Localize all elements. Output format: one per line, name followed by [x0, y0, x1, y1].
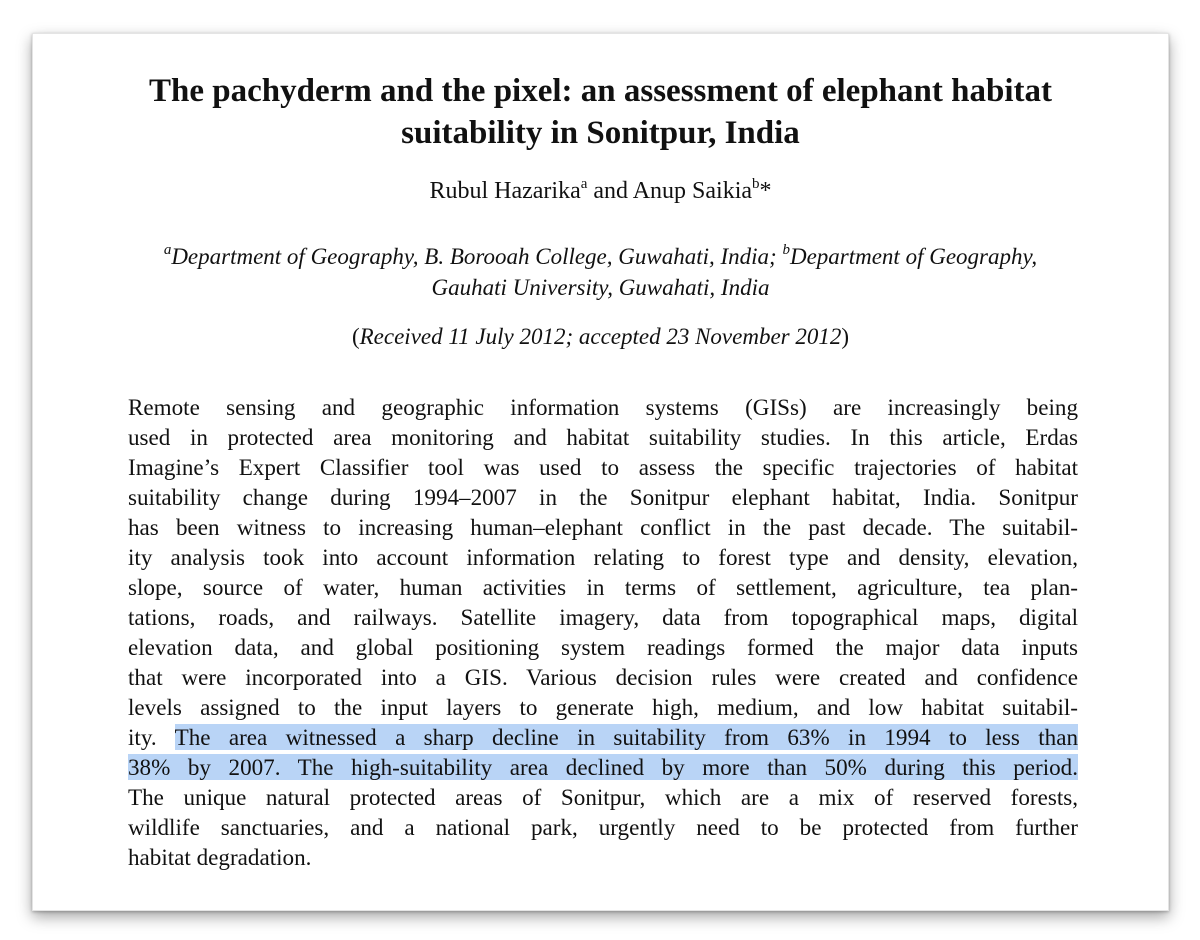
- abstract-line: slope, source of water, human activities in terms of settlement, agriculture, tea plan-: [128, 574, 1078, 600]
- affil-a-text: Department of Geography, B. Borooah College, Guwahati, India;: [171, 244, 783, 269]
- affiliation-line-2: Gauhati University, Guwahati, India: [431, 275, 770, 300]
- author-connector: and: [587, 178, 633, 204]
- abstract-line-highlight-end: [128, 752, 1078, 782]
- abstract-line: wildlife sanctuaries, and a national park, urgently need to be protected from further: [128, 814, 1078, 840]
- author-2-affil-mark: b: [752, 176, 760, 192]
- highlighted-text: 38% by 2007. The high-suitability area declined by more than 50% during this period.: [128, 754, 1078, 780]
- author-list: [33, 176, 1168, 206]
- received-text: Received 11 July 2012; accepted 23 November 2012: [359, 324, 842, 349]
- abstract-line: has been witness to increasing human–elephant conflict in the past decade. The suitabil-: [128, 514, 1078, 540]
- received-dates: [33, 322, 1168, 352]
- affil-b-text: Department of Geography,: [789, 244, 1038, 269]
- abstract-line: levels assigned to the input layers to generate high, medium, and low habitat suitabil-: [128, 694, 1078, 720]
- abstract-line: used in protected area monitoring and habitat suitability studies. In this article, Erdas: [128, 424, 1078, 450]
- affiliations: [33, 241, 1168, 303]
- title-line-1: The pachyderm and the pixel: an assessment of elephant habitat: [149, 73, 1052, 109]
- affil-a-mark: a: [163, 242, 172, 259]
- abstract-line: that were incorporated into a GIS. Various decision rules were created and confidence: [128, 664, 1078, 690]
- author-1-affil-mark: a: [580, 176, 588, 192]
- abstract-line: elevation data, and global positioning system readings formed the major data inputs: [128, 634, 1078, 660]
- received-open-paren: (: [351, 324, 360, 349]
- abstract-line: habitat degradation.: [128, 844, 312, 870]
- abstract-line: ity analysis took into account information relating to forest type and density, elevation,: [128, 544, 1078, 570]
- abstract-line-highlight-start: [128, 722, 1078, 752]
- abstract-line: suitability change during 1994–2007 in the Sonitpur elephant habitat, India. Sonitpur: [128, 484, 1078, 510]
- title-line-2: suitability in Sonitpur, India: [401, 115, 800, 151]
- affil-b-mark: b: [782, 242, 790, 259]
- abstract-line: Imagine’s Expert Classifier tool was used to assess the specific trajectories of habitat: [128, 454, 1078, 480]
- author-1: Rubul Hazarika: [429, 178, 581, 204]
- paper-page: [32, 33, 1169, 911]
- abstract-line: Remote sensing and geographic information systems (GISs) are increasingly being: [128, 394, 1078, 420]
- abstract-line: The unique natural protected areas of Sonitpur, which are a mix of reserved forests,: [128, 784, 1078, 810]
- paper-title: [33, 70, 1168, 154]
- abstract-line-prefix: ity.: [128, 724, 175, 750]
- corresponding-author-mark: *: [759, 178, 772, 204]
- author-2: Anup Saikia: [632, 178, 753, 204]
- received-close-paren: ): [841, 324, 850, 349]
- abstract-line: tations, roads, and railways. Satellite imagery, data from topographical maps, digital: [128, 604, 1078, 630]
- affiliation-line-1: [33, 241, 1168, 272]
- abstract: [128, 392, 1078, 872]
- highlighted-text: The area witnessed a sharp decline in suitability from 63% in 1994 to less than: [174, 724, 1078, 750]
